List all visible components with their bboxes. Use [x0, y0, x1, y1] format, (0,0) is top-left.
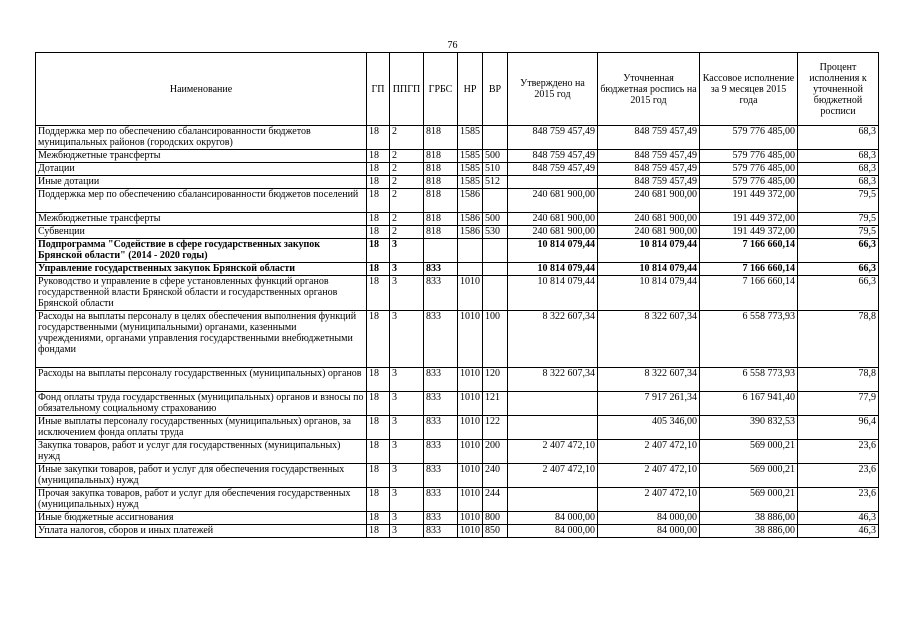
header-refined: Уточненная бюджетная роспись на 2015 год: [598, 53, 700, 126]
table-row: [36, 189, 879, 213]
cell-nr: 1010: [458, 276, 483, 311]
cell-approved: 10 814 079,44: [508, 239, 598, 263]
cell-vr: 850: [483, 525, 508, 538]
header-cash: Кассовое исполнение за 9 месяцев 2015 года: [700, 53, 798, 126]
table-body: [36, 126, 879, 538]
cell-grbs: 833: [424, 276, 458, 311]
cell-percent: 23,6: [798, 488, 879, 512]
cell-ppgp: 3: [390, 368, 424, 392]
cell-name: Иные бюджетные ассигнования: [36, 512, 367, 525]
table-row: [36, 416, 879, 440]
cell-vr: 500: [483, 150, 508, 163]
cell-name: Закупка товаров, работ и услуг для государственных (муниципальных) нужд: [36, 440, 367, 464]
cell-grbs: 833: [424, 525, 458, 538]
cell-approved: 10 814 079,44: [508, 263, 598, 276]
cell-approved: 240 681 900,00: [508, 226, 598, 239]
cell-approved: 240 681 900,00: [508, 213, 598, 226]
cell-nr: 1010: [458, 311, 483, 368]
cell-ppgp: 2: [390, 126, 424, 150]
cell-approved: 2 407 472,10: [508, 464, 598, 488]
cell-vr: [483, 126, 508, 150]
cell-grbs: 818: [424, 176, 458, 189]
header-gp: ГП: [367, 53, 390, 126]
cell-name: Управление государственных закупок Брянской области: [36, 263, 367, 276]
cell-name: Фонд оплаты труда государственных (муниципальных) органов и взносы по обязательному социальному страхованию: [36, 392, 367, 416]
cell-ppgp: 3: [390, 525, 424, 538]
table-row: [36, 440, 879, 464]
cell-refined: 7 917 261,34: [598, 392, 700, 416]
cell-vr: 100: [483, 311, 508, 368]
cell-percent: 78,8: [798, 311, 879, 368]
cell-grbs: 833: [424, 488, 458, 512]
table-header-row: [36, 53, 879, 126]
cell-vr: [483, 263, 508, 276]
cell-ppgp: 2: [390, 226, 424, 239]
cell-name: Межбюджетные трансферты: [36, 150, 367, 163]
cell-gp: 18: [367, 525, 390, 538]
cell-percent: 78,8: [798, 368, 879, 392]
cell-refined: 2 407 472,10: [598, 464, 700, 488]
cell-percent: 66,3: [798, 239, 879, 263]
cell-gp: 18: [367, 392, 390, 416]
cell-vr: 500: [483, 213, 508, 226]
cell-gp: 18: [367, 226, 390, 239]
table-row: [36, 226, 879, 239]
cell-approved: 8 322 607,34: [508, 311, 598, 368]
table-row: [36, 276, 879, 311]
cell-name: Уплата налогов, сборов и иных платежей: [36, 525, 367, 538]
cell-refined: 848 759 457,49: [598, 126, 700, 150]
table-row: [36, 126, 879, 150]
cell-gp: 18: [367, 488, 390, 512]
cell-percent: 46,3: [798, 525, 879, 538]
header-ppgp: ППГП: [390, 53, 424, 126]
header-approved: Утверждено на 2015 год: [508, 53, 598, 126]
cell-grbs: 818: [424, 163, 458, 176]
cell-cash: 6 558 773,93: [700, 311, 798, 368]
cell-approved: 240 681 900,00: [508, 189, 598, 213]
cell-grbs: 833: [424, 263, 458, 276]
cell-name: Расходы на выплаты персоналу государственных (муниципальных) органов: [36, 368, 367, 392]
cell-nr: 1010: [458, 368, 483, 392]
cell-approved: 848 759 457,49: [508, 126, 598, 150]
cell-nr: 1010: [458, 392, 483, 416]
cell-refined: 2 407 472,10: [598, 488, 700, 512]
table-row: [36, 263, 879, 276]
cell-percent: 77,9: [798, 392, 879, 416]
cell-nr: 1585: [458, 126, 483, 150]
cell-refined: 2 407 472,10: [598, 440, 700, 464]
cell-cash: 191 449 372,00: [700, 226, 798, 239]
cell-nr: 1585: [458, 163, 483, 176]
cell-nr: 1585: [458, 176, 483, 189]
cell-name: Прочая закупка товаров, работ и услуг для обеспечения государственных (муниципальных) нужд: [36, 488, 367, 512]
cell-name: Дотации: [36, 163, 367, 176]
cell-approved: 84 000,00: [508, 512, 598, 525]
cell-gp: 18: [367, 176, 390, 189]
cell-cash: 7 166 660,14: [700, 263, 798, 276]
cell-ppgp: 3: [390, 464, 424, 488]
cell-ppgp: 3: [390, 440, 424, 464]
cell-nr: 1586: [458, 213, 483, 226]
header-nr: НР: [458, 53, 483, 126]
cell-nr: 1010: [458, 488, 483, 512]
cell-approved: 848 759 457,49: [508, 150, 598, 163]
cell-gp: 18: [367, 276, 390, 311]
cell-cash: 6 558 773,93: [700, 368, 798, 392]
cell-gp: 18: [367, 464, 390, 488]
cell-ppgp: 2: [390, 163, 424, 176]
cell-approved: [508, 416, 598, 440]
cell-vr: 530: [483, 226, 508, 239]
cell-vr: [483, 276, 508, 311]
cell-percent: 79,5: [798, 213, 879, 226]
cell-ppgp: 2: [390, 213, 424, 226]
cell-ppgp: 3: [390, 276, 424, 311]
cell-name: Иные выплаты персоналу государственных (муниципальных) органов, за исключением фонда оплаты труда: [36, 416, 367, 440]
cell-approved: [508, 176, 598, 189]
cell-refined: 10 814 079,44: [598, 276, 700, 311]
cell-gp: 18: [367, 150, 390, 163]
cell-nr: 1010: [458, 416, 483, 440]
cell-vr: 512: [483, 176, 508, 189]
table-row: [36, 525, 879, 538]
cell-vr: 121: [483, 392, 508, 416]
cell-refined: 8 322 607,34: [598, 368, 700, 392]
header-grbs: ГРБС: [424, 53, 458, 126]
cell-approved: [508, 488, 598, 512]
cell-grbs: 833: [424, 440, 458, 464]
cell-vr: 800: [483, 512, 508, 525]
cell-percent: 68,3: [798, 126, 879, 150]
cell-cash: 569 000,21: [700, 488, 798, 512]
cell-nr: [458, 263, 483, 276]
table-row: [36, 464, 879, 488]
cell-gp: 18: [367, 416, 390, 440]
table-row: [36, 163, 879, 176]
cell-vr: 122: [483, 416, 508, 440]
cell-ppgp: 3: [390, 311, 424, 368]
cell-approved: 2 407 472,10: [508, 440, 598, 464]
cell-refined: 240 681 900,00: [598, 226, 700, 239]
cell-vr: 244: [483, 488, 508, 512]
cell-name: Поддержка мер по обеспечению сбалансированности бюджетов муниципальных районов (городских округов): [36, 126, 367, 150]
cell-percent: 79,5: [798, 189, 879, 213]
cell-grbs: 818: [424, 226, 458, 239]
cell-refined: 8 322 607,34: [598, 311, 700, 368]
cell-percent: 66,3: [798, 263, 879, 276]
cell-nr: 1010: [458, 464, 483, 488]
cell-vr: 200: [483, 440, 508, 464]
table-row: [36, 150, 879, 163]
cell-grbs: 833: [424, 512, 458, 525]
cell-refined: 848 759 457,49: [598, 163, 700, 176]
cell-ppgp: 2: [390, 176, 424, 189]
cell-refined: 84 000,00: [598, 512, 700, 525]
cell-grbs: [424, 239, 458, 263]
cell-gp: 18: [367, 213, 390, 226]
cell-cash: 569 000,21: [700, 464, 798, 488]
table-row: [36, 488, 879, 512]
cell-refined: 84 000,00: [598, 525, 700, 538]
cell-name: Межбюджетные трансферты: [36, 213, 367, 226]
cell-nr: 1586: [458, 226, 483, 239]
header-name: Наименование: [36, 53, 367, 126]
cell-nr: 1010: [458, 525, 483, 538]
cell-percent: 96,4: [798, 416, 879, 440]
cell-grbs: 818: [424, 150, 458, 163]
cell-gp: 18: [367, 126, 390, 150]
cell-gp: 18: [367, 263, 390, 276]
cell-percent: 23,6: [798, 440, 879, 464]
cell-refined: 240 681 900,00: [598, 189, 700, 213]
table-row: [36, 311, 879, 368]
page-number: 76: [447, 40, 458, 51]
cell-gp: 18: [367, 311, 390, 368]
table-row: [36, 368, 879, 392]
cell-vr: [483, 239, 508, 263]
cell-ppgp: 3: [390, 239, 424, 263]
cell-ppgp: 2: [390, 150, 424, 163]
cell-grbs: 818: [424, 213, 458, 226]
cell-name: Субвенции: [36, 226, 367, 239]
cell-vr: 120: [483, 368, 508, 392]
cell-approved: 84 000,00: [508, 525, 598, 538]
cell-cash: 38 886,00: [700, 525, 798, 538]
cell-approved: [508, 392, 598, 416]
header-vr: ВР: [483, 53, 508, 126]
cell-cash: 7 166 660,14: [700, 276, 798, 311]
cell-name: Расходы на выплаты персоналу в целях обеспечения выполнения функций государственными (муниципальными) органами, казенными учреждениями, органами управления государственными внебюджетными фондами: [36, 311, 367, 368]
cell-ppgp: 3: [390, 416, 424, 440]
cell-ppgp: 3: [390, 488, 424, 512]
cell-name: Иные дотации: [36, 176, 367, 189]
cell-ppgp: 3: [390, 392, 424, 416]
cell-vr: [483, 189, 508, 213]
cell-vr: 240: [483, 464, 508, 488]
cell-name: Поддержка мер по обеспечению сбалансированности бюджетов поселений: [36, 189, 367, 213]
cell-grbs: 833: [424, 368, 458, 392]
cell-name: Иные закупки товаров, работ и услуг для обеспечения государственных (муниципальных) нужд: [36, 464, 367, 488]
cell-cash: 38 886,00: [700, 512, 798, 525]
cell-cash: 390 832,53: [700, 416, 798, 440]
cell-cash: 191 449 372,00: [700, 189, 798, 213]
table-row: [36, 176, 879, 189]
cell-grbs: 833: [424, 392, 458, 416]
cell-refined: 10 814 079,44: [598, 239, 700, 263]
cell-cash: 569 000,21: [700, 440, 798, 464]
cell-approved: 8 322 607,34: [508, 368, 598, 392]
cell-refined: 848 759 457,49: [598, 150, 700, 163]
cell-gp: 18: [367, 189, 390, 213]
cell-cash: 7 166 660,14: [700, 239, 798, 263]
cell-nr: 1010: [458, 440, 483, 464]
cell-grbs: 833: [424, 464, 458, 488]
cell-cash: 579 776 485,00: [700, 150, 798, 163]
cell-cash: 579 776 485,00: [700, 176, 798, 189]
cell-percent: 23,6: [798, 464, 879, 488]
cell-refined: 405 346,00: [598, 416, 700, 440]
cell-nr: [458, 239, 483, 263]
cell-ppgp: 3: [390, 512, 424, 525]
cell-refined: 10 814 079,44: [598, 263, 700, 276]
cell-percent: 68,3: [798, 163, 879, 176]
cell-grbs: 818: [424, 126, 458, 150]
cell-grbs: 833: [424, 416, 458, 440]
table-row: [36, 512, 879, 525]
cell-cash: 579 776 485,00: [700, 126, 798, 150]
table-row: [36, 392, 879, 416]
cell-percent: 46,3: [798, 512, 879, 525]
cell-cash: 191 449 372,00: [700, 213, 798, 226]
header-percent: Процент исполнения к уточненной бюджетной росписи: [798, 53, 879, 126]
cell-cash: 6 167 941,40: [700, 392, 798, 416]
cell-cash: 579 776 485,00: [700, 163, 798, 176]
cell-percent: 68,3: [798, 150, 879, 163]
cell-approved: 848 759 457,49: [508, 163, 598, 176]
cell-refined: 240 681 900,00: [598, 213, 700, 226]
cell-nr: 1585: [458, 150, 483, 163]
cell-ppgp: 2: [390, 189, 424, 213]
cell-gp: 18: [367, 512, 390, 525]
cell-grbs: 833: [424, 311, 458, 368]
budget-table: [35, 52, 879, 538]
cell-percent: 79,5: [798, 226, 879, 239]
cell-name: Руководство и управление в сфере установленных функций органов государственной власти Брянской области и государственных органов Брянской области: [36, 276, 367, 311]
cell-gp: 18: [367, 163, 390, 176]
cell-grbs: 818: [424, 189, 458, 213]
cell-nr: 1010: [458, 512, 483, 525]
cell-gp: 18: [367, 440, 390, 464]
cell-percent: 66,3: [798, 276, 879, 311]
cell-gp: 18: [367, 239, 390, 263]
table-row: [36, 213, 879, 226]
cell-gp: 18: [367, 368, 390, 392]
cell-approved: 10 814 079,44: [508, 276, 598, 311]
cell-percent: 68,3: [798, 176, 879, 189]
table-row: [36, 239, 879, 263]
cell-ppgp: 3: [390, 263, 424, 276]
cell-refined: 848 759 457,49: [598, 176, 700, 189]
cell-vr: 510: [483, 163, 508, 176]
cell-nr: 1586: [458, 189, 483, 213]
cell-name: Подпрограмма "Содействие в сфере государственных закупок Брянской области" (2014 - 2020 годы): [36, 239, 367, 263]
